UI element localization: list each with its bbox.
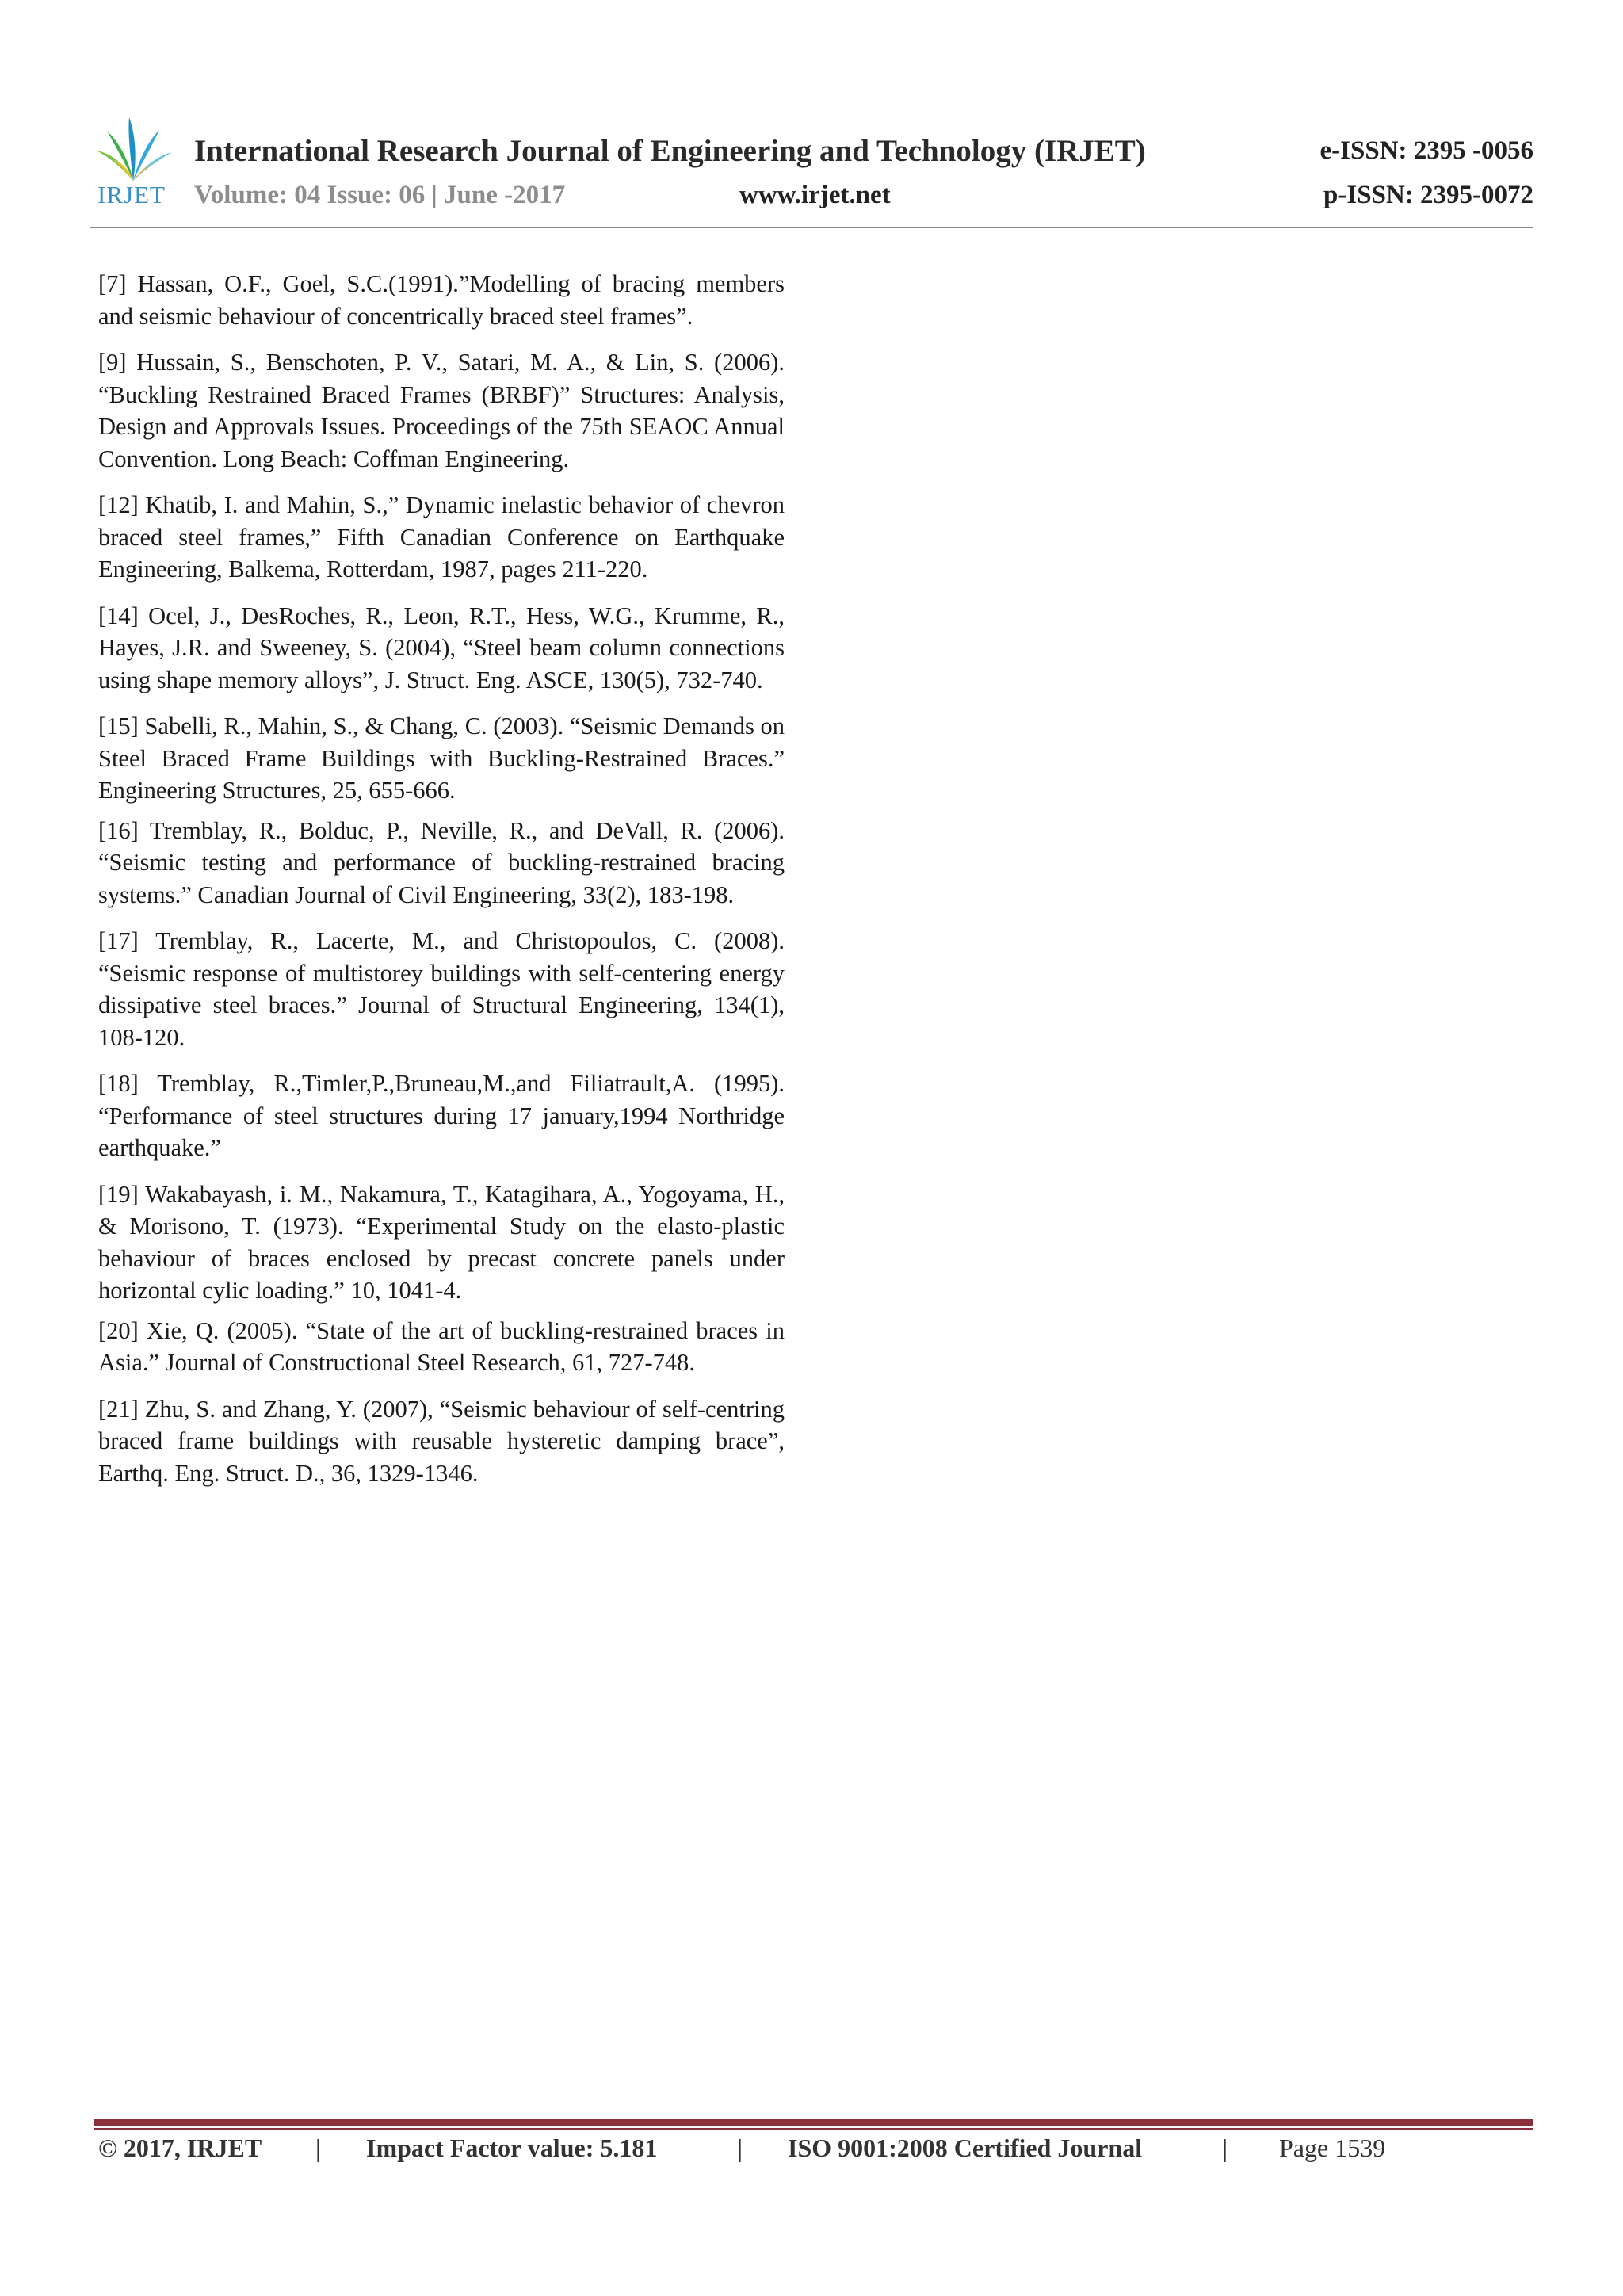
reference-item: [14] Ocel, J., DesRoches, R., Leon, R.T., Hess, W.G., Krumme, R., Hayes, J.R. and Sweeney, S. (2004), “Steel beam column connections using shape memory alloys”, J. Struct. Eng. ASCE, 130(5), 732-740. [98,602,785,693]
references-list [98,268,785,1503]
reference-item: [18] Tremblay, R.,Timler,P.,Bruneau,M.,and Filiatrault,A. (1995). “Performance of steel structures during 17 january,1994 Northridge earthquake.” [98,1070,785,1161]
footer-separator: | [737,2134,743,2162]
footer-divider-thin [94,2128,1533,2130]
reference-item: [20] Xie, Q. (2005). “State of the art of buckling-restrained braces in Asia.” Journal of Constructional Steel Research, 61, 727-748. [98,1316,785,1376]
footer-divider [94,2119,1533,2126]
header-divider [90,227,1533,228]
irjet-logo [90,111,177,214]
volume-issue: Volume: 04 Issue: 06 | June -2017 [194,181,566,209]
reference-item: [17] Tremblay, R., Lacerte, M., and Christopoulos, C. (2008). “Seismic response of multistorey buildings with self-centering energy dissipative steel braces.” Journal of Structural Engineering, 134(1), 108-120. [98,927,785,1051]
footer-iso: ISO 9001:2008 Certified Journal [788,2134,1143,2162]
page-header [90,111,1533,230]
journal-website-link[interactable]: www.irjet.net [739,181,891,209]
reference-item: [9] Hussain, S., Benschoten, P. V., Satari, M. A., & Lin, S. (2006). “Buckling Restrained Braced Frames (BRBF)” Structures: Analysis, Design and Approvals Issues. Proceedings of the 75th SEAOC Annual Convention. Long Beach: Coffman Engineering. [98,349,785,472]
logo-text: IRJET [97,181,166,208]
reference-item: [19] Wakabayash, i. M., Nakamura, T., Katagihara, A., Yogoyama, H., & Morisono, T. (1973). “Experimental Study on the elasto-plastic behaviour of braces enclosed by precast concrete panels under horizontal cylic loading.” 10, 1041-4. [98,1180,785,1304]
footer-separator: | [315,2134,322,2162]
footer-separator: | [1222,2134,1228,2162]
reference-item: [16] Tremblay, R., Bolduc, P., Neville, R., and DeVall, R. (2006). “Seismic testing and performance of buckling-restrained bracing systems.” Canadian Journal of Civil Engineering, 33(2), 183-198. [98,816,785,908]
journal-title: International Research Journal of Engineering and Technology (IRJET) [194,134,1146,168]
reference-item: [21] Zhu, S. and Zhang, Y. (2007), “Seismic behaviour of self-centring braced frame buildings with reusable hysteretic damping brace”, Earthq. Eng. Struct. D., 36, 1329-1346. [98,1395,785,1487]
reference-item: [15] Sabelli, R., Mahin, S., & Chang, C. (2003). “Seismic Demands on Steel Braced Frame Buildings with Buckling-Restrained Braces.” Engineering Structures, 25, 655-666. [98,712,785,804]
eissn: e-ISSN: 2395 -0056 [1319,136,1533,165]
pissn: p-ISSN: 2395-0072 [1323,181,1533,209]
page-number: Page 1539 [1279,2134,1386,2162]
logo-leaf-icon [90,111,177,186]
page-footer [98,2134,1533,2173]
reference-item: [7] Hassan, O.F., Goel, S.C.(1991).”Modelling of bracing members and seismic behaviour of concentrically braced steel frames”. [98,270,785,330]
footer-impact-factor: Impact Factor value: 5.181 [366,2134,658,2162]
reference-item: [12] Khatib, I. and Mahin, S.,” Dynamic inelastic behavior of chevron braced steel frames,” Fifth Canadian Conference on Earthquake Engineering, Balkema, Rotterdam, 1987, pages 211-220. [98,491,785,583]
footer-copyright: © 2017, IRJET [98,2134,262,2162]
